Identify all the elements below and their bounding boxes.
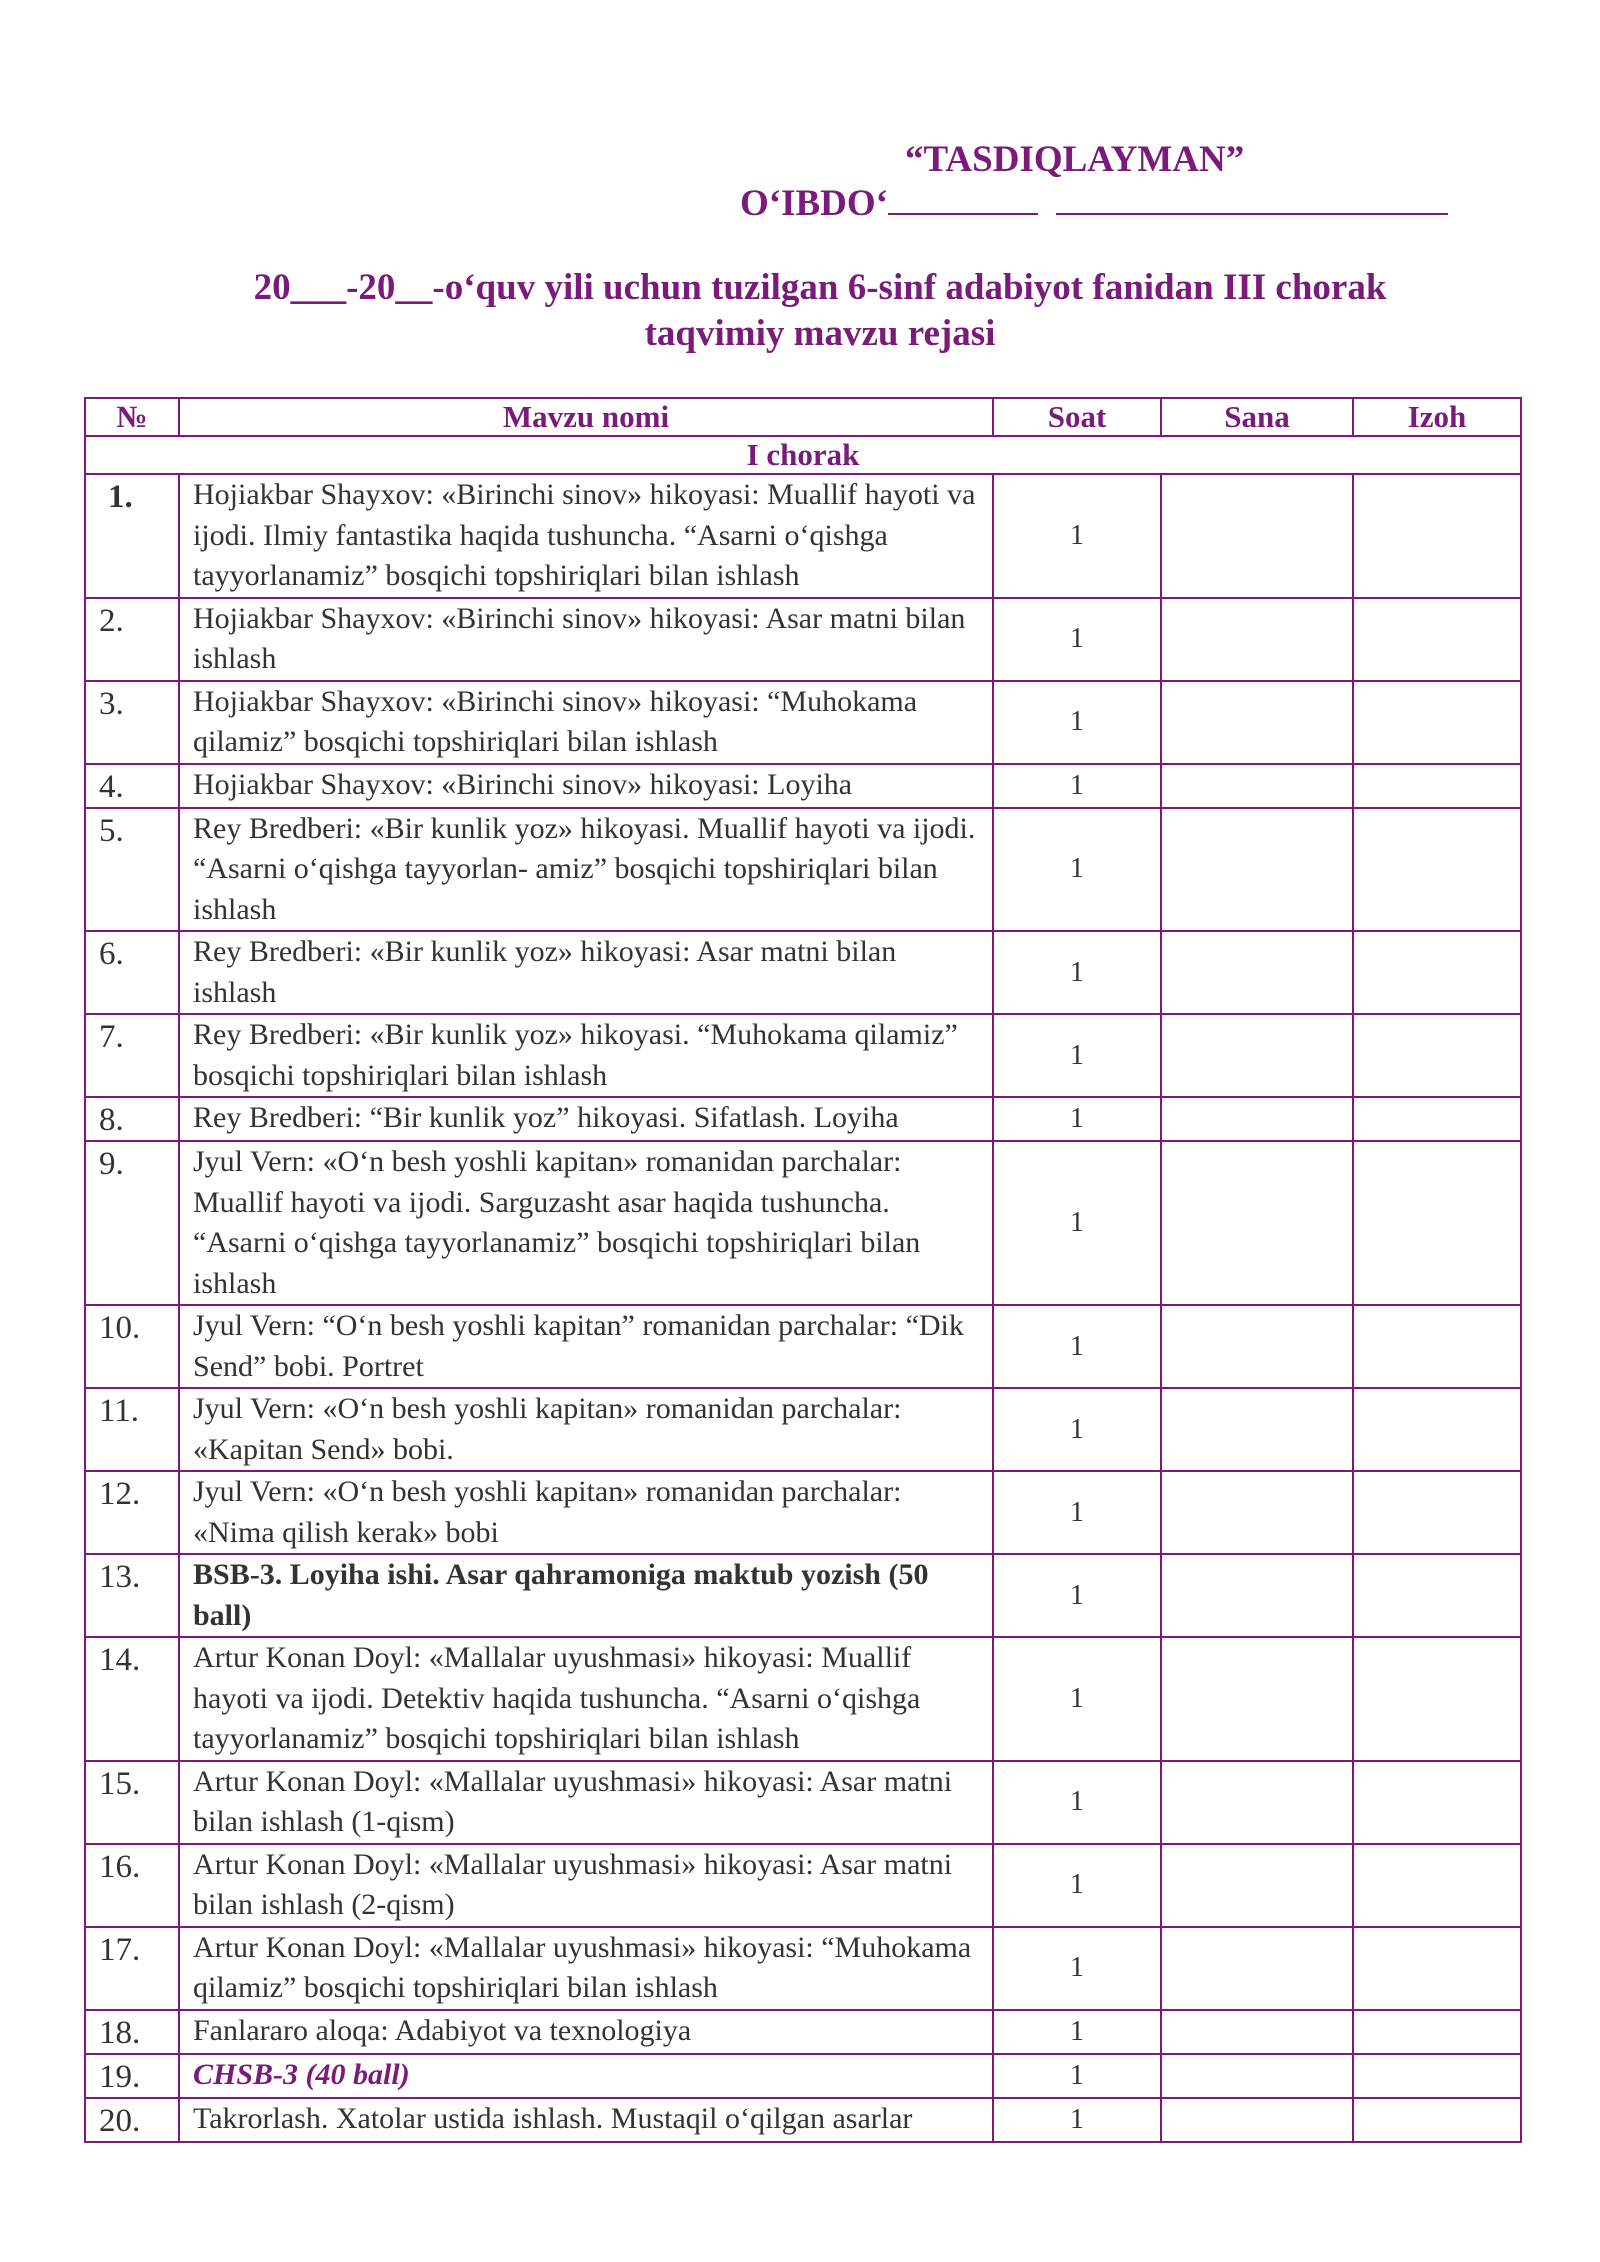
row-hours: 1 <box>993 931 1161 1014</box>
document-title-line2: taqvimiy mavzu rejasi <box>644 313 996 354</box>
row-topic: Takrorlash. Xatolar ustida ishlash. Mustaqil o‘qilgan asarlar <box>179 2098 993 2142</box>
row-date-cell <box>1161 2054 1353 2098</box>
row-number: 5. <box>85 808 179 932</box>
quarter-label: I chorak <box>85 436 1521 474</box>
lesson-plan-table <box>84 397 1522 2143</box>
document-title <box>170 265 1470 357</box>
table-row <box>85 2098 1521 2142</box>
row-number: 3. <box>85 681 179 764</box>
row-note-cell <box>1353 1927 1521 2010</box>
row-topic: Rey Bredberi: «Bir kunlik yoz» hikoyasi: Asar matni bilan ishlash <box>179 931 993 1014</box>
row-topic: Artur Konan Doyl: «Mallalar uyushmasi» hikoyasi: Asar matni bilan ishlash (2-qism) <box>179 1844 993 1927</box>
row-topic: Hojiakbar Shayxov: «Birinchi sinov» hikoyasi: “Muhokama qilamiz” bosqichi topshiriqlari bilan ishlash <box>179 681 993 764</box>
row-topic: Rey Bredberi: «Bir kunlik yoz» hikoyasi. Muallif hayoti va ijodi. “Asarni o‘qishga tayyorlan- amiz” bosqichi topshiriqlari bilan ishlash <box>179 808 993 932</box>
row-date-cell <box>1161 1471 1353 1554</box>
row-topic: Hojiakbar Shayxov: «Birinchi sinov» hikoyasi: Asar matni bilan ishlash <box>179 598 993 681</box>
row-date-cell <box>1161 1014 1353 1097</box>
row-note-cell <box>1353 681 1521 764</box>
row-topic: Artur Konan Doyl: «Mallalar uyushmasi» hikoyasi: Asar matni bilan ishlash (1-qism) <box>179 1761 993 1844</box>
row-number: 20. <box>85 2098 179 2142</box>
column-header-topic: Mavzu nomi <box>179 398 993 436</box>
table-row <box>85 598 1521 681</box>
row-hours: 1 <box>993 1927 1161 2010</box>
table-row <box>85 1761 1521 1844</box>
table-row <box>85 2010 1521 2054</box>
row-date-cell <box>1161 1388 1353 1471</box>
table-row <box>85 1305 1521 1388</box>
row-number: 1. <box>85 474 179 598</box>
table-row <box>85 808 1521 932</box>
row-date-cell <box>1161 598 1353 681</box>
row-note-cell <box>1353 808 1521 932</box>
table-row <box>85 1471 1521 1554</box>
row-number: 18. <box>85 2010 179 2054</box>
row-note-cell <box>1353 2010 1521 2054</box>
table-row <box>85 474 1521 598</box>
row-date-cell <box>1161 2010 1353 2054</box>
table-row <box>85 1844 1521 1927</box>
row-number: 10. <box>85 1305 179 1388</box>
row-date-cell <box>1161 1305 1353 1388</box>
row-number: 17. <box>85 1927 179 2010</box>
row-hours: 1 <box>993 1305 1161 1388</box>
column-header-date: Sana <box>1161 398 1353 436</box>
row-topic: Jyul Vern: «O‘n besh yoshli kapitan» romanidan parchalar: Muallif hayoti va ijodi. Sarguzasht asar haqida tushuncha. “Asarni o‘qishga tayyorlanamiz” bosqichi topshiriqlari bilan ishlash <box>179 1141 993 1305</box>
row-note-cell <box>1353 1014 1521 1097</box>
table-row <box>85 1637 1521 1761</box>
row-note-cell <box>1353 931 1521 1014</box>
row-number: 11. <box>85 1388 179 1471</box>
row-note-cell <box>1353 1305 1521 1388</box>
row-date-cell <box>1161 474 1353 598</box>
column-header-note: Izoh <box>1353 398 1521 436</box>
row-date-cell <box>1161 1761 1353 1844</box>
row-note-cell <box>1353 2098 1521 2142</box>
row-number: 7. <box>85 1014 179 1097</box>
row-note-cell <box>1353 474 1521 598</box>
row-date-cell <box>1161 1844 1353 1927</box>
row-number: 13. <box>85 1554 179 1637</box>
row-topic: Jyul Vern: “O‘n besh yoshli kapitan” romanidan parchalar: “Dik Send” bobi. Portret <box>179 1305 993 1388</box>
row-hours: 1 <box>993 1554 1161 1637</box>
row-number: 12. <box>85 1471 179 1554</box>
table-row <box>85 1927 1521 2010</box>
row-hours: 1 <box>993 681 1161 764</box>
table-row <box>85 931 1521 1014</box>
row-hours: 1 <box>993 764 1161 808</box>
row-number: 15. <box>85 1761 179 1844</box>
row-note-cell <box>1353 2054 1521 2098</box>
row-note-cell <box>1353 1471 1521 1554</box>
table-row <box>85 1388 1521 1471</box>
table-row <box>85 2054 1521 2098</box>
table-row <box>85 1097 1521 1141</box>
row-number: 6. <box>85 931 179 1014</box>
row-note-cell <box>1353 1097 1521 1141</box>
table-row <box>85 1141 1521 1305</box>
signature-blank-long <box>1056 183 1448 215</box>
row-topic: CHSB-3 (40 ball) <box>179 2054 993 2098</box>
row-hours: 1 <box>993 1637 1161 1761</box>
row-hours: 1 <box>993 2010 1161 2054</box>
column-header-number: № <box>85 398 179 436</box>
row-note-cell <box>1353 764 1521 808</box>
row-topic: Jyul Vern: «O‘n besh yoshli kapitan» romanidan parchalar: «Nima qilish kerak» bobi <box>179 1471 993 1554</box>
row-hours: 1 <box>993 2098 1161 2142</box>
row-hours: 1 <box>993 598 1161 681</box>
row-topic: Hojiakbar Shayxov: «Birinchi sinov» hikoyasi: Muallif hayoti va ijodi. Ilmiy fantastika haqida tushuncha. “Asarni o‘qishga tayyorlanamiz” bosqichi topshiriqlari bilan ishlash <box>179 474 993 598</box>
row-date-cell <box>1161 1927 1353 2010</box>
row-date-cell <box>1161 1554 1353 1637</box>
row-date-cell <box>1161 1141 1353 1305</box>
row-number: 2. <box>85 598 179 681</box>
row-date-cell <box>1161 808 1353 932</box>
signature-blank-short <box>888 183 1038 215</box>
row-topic: Hojiakbar Shayxov: «Birinchi sinov» hikoyasi: Loyiha <box>179 764 993 808</box>
row-date-cell <box>1161 2098 1353 2142</box>
row-note-cell <box>1353 1637 1521 1761</box>
row-topic: Rey Bredberi: «Bir kunlik yoz» hikoyasi. “Muhokama qilamiz” bosqichi topshiriqlari bilan ishlash <box>179 1014 993 1097</box>
row-date-cell <box>1161 1637 1353 1761</box>
row-topic: Jyul Vern: «O‘n besh yoshli kapitan» romanidan parchalar: «Kapitan Send» bobi. <box>179 1388 993 1471</box>
document-title-line1: 20___-20__-o‘quv yili uchun tuzilgan 6-sinf adabiyot fanidan III chorak <box>253 267 1387 308</box>
row-topic: Rey Bredberi: “Bir kunlik yoz” hikoyasi. Sifatlash. Loyiha <box>179 1097 993 1141</box>
row-hours: 1 <box>993 1844 1161 1927</box>
row-hours: 1 <box>993 1014 1161 1097</box>
row-hours: 1 <box>993 1388 1161 1471</box>
row-hours: 1 <box>993 2054 1161 2098</box>
row-note-cell <box>1353 1761 1521 1844</box>
row-number: 19. <box>85 2054 179 2098</box>
row-hours: 1 <box>993 1097 1161 1141</box>
row-topic: BSB-3. Loyiha ishi. Asar qahramoniga maktub yozish (50 ball) <box>179 1554 993 1637</box>
column-header-hours: Soat <box>993 398 1161 436</box>
row-date-cell <box>1161 764 1353 808</box>
row-hours: 1 <box>993 1471 1161 1554</box>
table-row <box>85 764 1521 808</box>
row-number: 14. <box>85 1637 179 1761</box>
row-number: 8. <box>85 1097 179 1141</box>
row-date-cell <box>1161 681 1353 764</box>
row-date-cell <box>1161 931 1353 1014</box>
row-number: 4. <box>85 764 179 808</box>
row-note-cell <box>1353 1388 1521 1471</box>
row-topic: Fanlararo aloqa: Adabiyot va texnologiya <box>179 2010 993 2054</box>
row-hours: 1 <box>993 808 1161 932</box>
row-hours: 1 <box>993 1761 1161 1844</box>
table-header-row <box>85 398 1521 436</box>
quarter-row <box>85 436 1521 474</box>
row-date-cell <box>1161 1097 1353 1141</box>
table-row <box>85 1014 1521 1097</box>
table-row <box>85 681 1521 764</box>
row-hours: 1 <box>993 1141 1161 1305</box>
row-hours: 1 <box>993 474 1161 598</box>
row-topic: Artur Konan Doyl: «Mallalar uyushmasi» hikoyasi: Muallif hayoti va ijodi. Detektiv haqida tushuncha. “Asarni o‘qishga tayyorlanamiz” bosqichi topshiriqlari bilan ishlash <box>179 1637 993 1761</box>
table-row <box>85 1554 1521 1637</box>
row-number: 16. <box>85 1844 179 1927</box>
row-note-cell <box>1353 1141 1521 1305</box>
row-number: 9. <box>85 1141 179 1305</box>
approval-signature-line <box>740 182 1448 225</box>
organization-label: O‘IBDO‘ <box>740 183 888 224</box>
row-note-cell <box>1353 1554 1521 1637</box>
row-topic: Artur Konan Doyl: «Mallalar uyushmasi» hikoyasi: “Muhokama qilamiz” bosqichi topshiriqlari bilan ishlash <box>179 1927 993 2010</box>
approval-heading: “TASDIQLAYMAN” <box>905 139 1245 180</box>
row-note-cell <box>1353 598 1521 681</box>
row-note-cell <box>1353 1844 1521 1927</box>
